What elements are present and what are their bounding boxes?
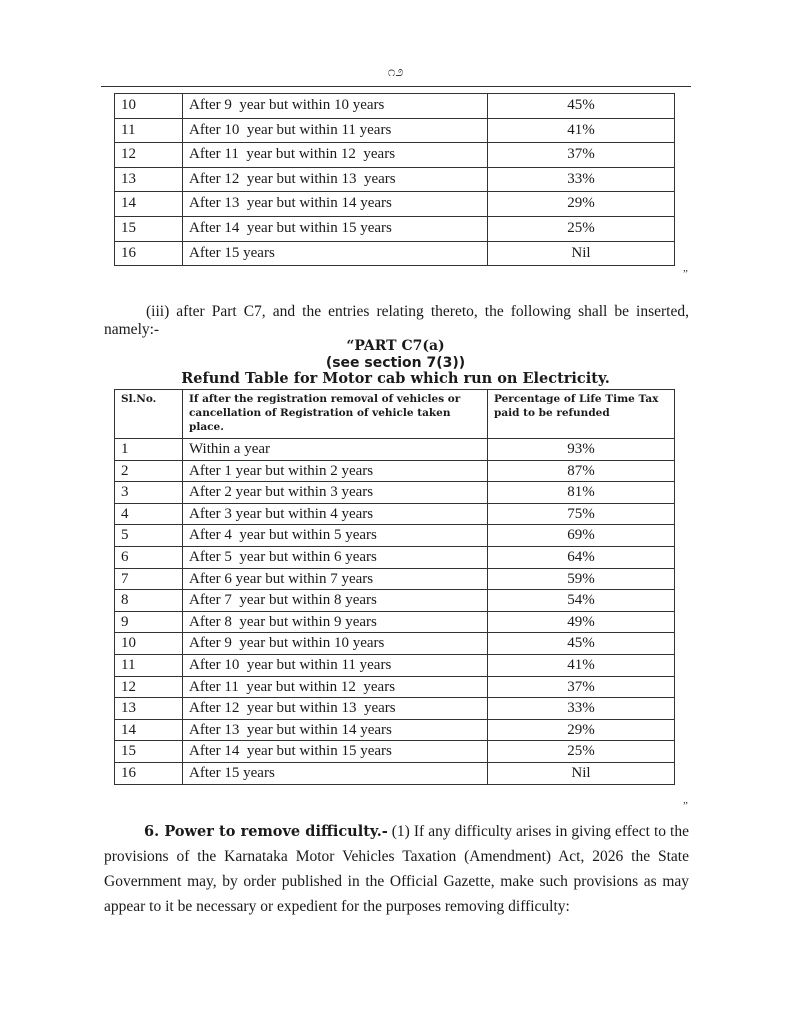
sl-no-cell: 13 [115,698,183,720]
condition-cell: After 11 year but within 12 years [183,143,488,168]
section-6-heading: 6. Power to remove difficulty.- [144,823,388,840]
sl-no-cell: 12 [115,676,183,698]
refund-percentage-cell: 29% [488,719,675,741]
refund-percentage-cell: 25% [488,216,675,241]
table-row [115,503,675,525]
refund-percentage-cell: 69% [488,525,675,547]
sl-no-cell: 2 [115,460,183,482]
condition-cell: After 7 year but within 8 years [183,590,488,612]
table-row [115,439,675,461]
table-row [115,611,675,633]
refund-table-body [115,439,675,785]
refund-percentage-cell: 41% [488,118,675,143]
column-header-condition: If after the registration removal of vehicles or cancellation of Registration of vehicle taken place. [183,390,488,439]
section-6-body: (1) If any difficulty arises in giving effect to the provisions of the Karnataka Motor Vehicles Taxation (Amendment) Act, 2026 the State Government may, by order published in the Official Gazette, make such provisions as may appear to it be necessary or expedient for the purposes removing difficulty: [104,823,689,915]
table-row [115,762,675,784]
table-row [115,590,675,612]
continued-table-body [115,94,675,266]
condition-cell: After 9 year but within 10 years [183,633,488,655]
refund-percentage-cell: 93% [488,439,675,461]
sl-no-cell: 14 [115,192,183,217]
condition-cell: After 13 year but within 14 years [183,192,488,217]
refund-percentage-cell: 59% [488,568,675,590]
sl-no-cell: 10 [115,94,183,119]
table-row [115,546,675,568]
refund-percentage-cell: 87% [488,460,675,482]
condition-cell: After 9 year but within 10 years [183,94,488,119]
close-quote: ” [683,800,688,812]
table-row [115,460,675,482]
refund-percentage-cell: 33% [488,167,675,192]
condition-cell: After 6 year but within 7 years [183,568,488,590]
refund-table-header-row [115,390,675,439]
sl-no-cell: 7 [115,568,183,590]
amendment-paragraph: (iii) after Part C7, and the entries relating thereto, the following shall be inserted, namely:- [104,303,689,338]
condition-cell: Within a year [183,439,488,461]
condition-cell: After 2 year but within 3 years [183,482,488,504]
refund-percentage-cell: 75% [488,503,675,525]
condition-cell: After 8 year but within 9 years [183,611,488,633]
table-row [115,676,675,698]
part-heading-section-ref: (see section 7(3)) [325,354,466,371]
table-row [115,525,675,547]
table-row [115,216,675,241]
table-row [115,167,675,192]
condition-cell: After 10 year but within 11 years [183,118,488,143]
sl-no-cell: 4 [115,503,183,525]
sl-no-cell: 9 [115,611,183,633]
refund-table [114,389,675,785]
close-quote: ” [683,268,688,280]
refund-percentage-cell: 37% [488,143,675,168]
sl-no-cell: 8 [115,590,183,612]
sl-no-cell: 15 [115,741,183,763]
table-row [115,654,675,676]
part-heading-table-title: Refund Table for Motor cab which run on Electricity. [181,370,610,387]
condition-cell: After 15 years [183,241,488,266]
table-row [115,192,675,217]
header-rule [101,86,691,87]
page-number: ೧೨ [387,64,404,80]
table-row [115,741,675,763]
condition-cell: After 14 year but within 15 years [183,741,488,763]
refund-percentage-cell: Nil [488,241,675,266]
sl-no-cell: 1 [115,439,183,461]
refund-percentage-cell: 81% [488,482,675,504]
table-row [115,94,675,119]
section-6-paragraph [104,819,689,919]
table-row [115,719,675,741]
table-row [115,568,675,590]
table-row [115,241,675,266]
table-row [115,698,675,720]
continued-refund-table [114,93,675,266]
condition-cell: After 1 year but within 2 years [183,460,488,482]
condition-cell: After 11 year but within 12 years [183,676,488,698]
sl-no-cell: 11 [115,118,183,143]
sl-no-cell: 10 [115,633,183,655]
refund-percentage-cell: 29% [488,192,675,217]
part-heading [0,338,791,388]
condition-cell: After 4 year but within 5 years [183,525,488,547]
sl-no-cell: 16 [115,241,183,266]
sl-no-cell: 12 [115,143,183,168]
sl-no-cell: 16 [115,762,183,784]
refund-percentage-cell: 33% [488,698,675,720]
column-header-refund-percentage: Percentage of Life Time Tax paid to be refunded [488,390,675,439]
refund-percentage-cell: 25% [488,741,675,763]
table-row [115,143,675,168]
sl-no-cell: 14 [115,719,183,741]
column-header-sl-no: Sl.No. [115,390,183,439]
condition-cell: After 5 year but within 6 years [183,546,488,568]
sl-no-cell: 5 [115,525,183,547]
sl-no-cell: 3 [115,482,183,504]
refund-percentage-cell: 41% [488,654,675,676]
refund-percentage-cell: 64% [488,546,675,568]
condition-cell: After 10 year but within 11 years [183,654,488,676]
condition-cell: After 14 year but within 15 years [183,216,488,241]
condition-cell: After 13 year but within 14 years [183,719,488,741]
refund-percentage-cell: Nil [488,762,675,784]
table-row [115,118,675,143]
sl-no-cell: 11 [115,654,183,676]
table-row [115,633,675,655]
condition-cell: After 12 year but within 13 years [183,698,488,720]
refund-percentage-cell: 49% [488,611,675,633]
condition-cell: After 3 year but within 4 years [183,503,488,525]
sl-no-cell: 15 [115,216,183,241]
refund-percentage-cell: 54% [488,590,675,612]
condition-cell: After 15 years [183,762,488,784]
condition-cell: After 12 year but within 13 years [183,167,488,192]
sl-no-cell: 6 [115,546,183,568]
refund-percentage-cell: 37% [488,676,675,698]
sl-no-cell: 13 [115,167,183,192]
part-heading-title: “PART C7(a) [346,338,445,354]
table-row [115,482,675,504]
refund-percentage-cell: 45% [488,94,675,119]
refund-percentage-cell: 45% [488,633,675,655]
